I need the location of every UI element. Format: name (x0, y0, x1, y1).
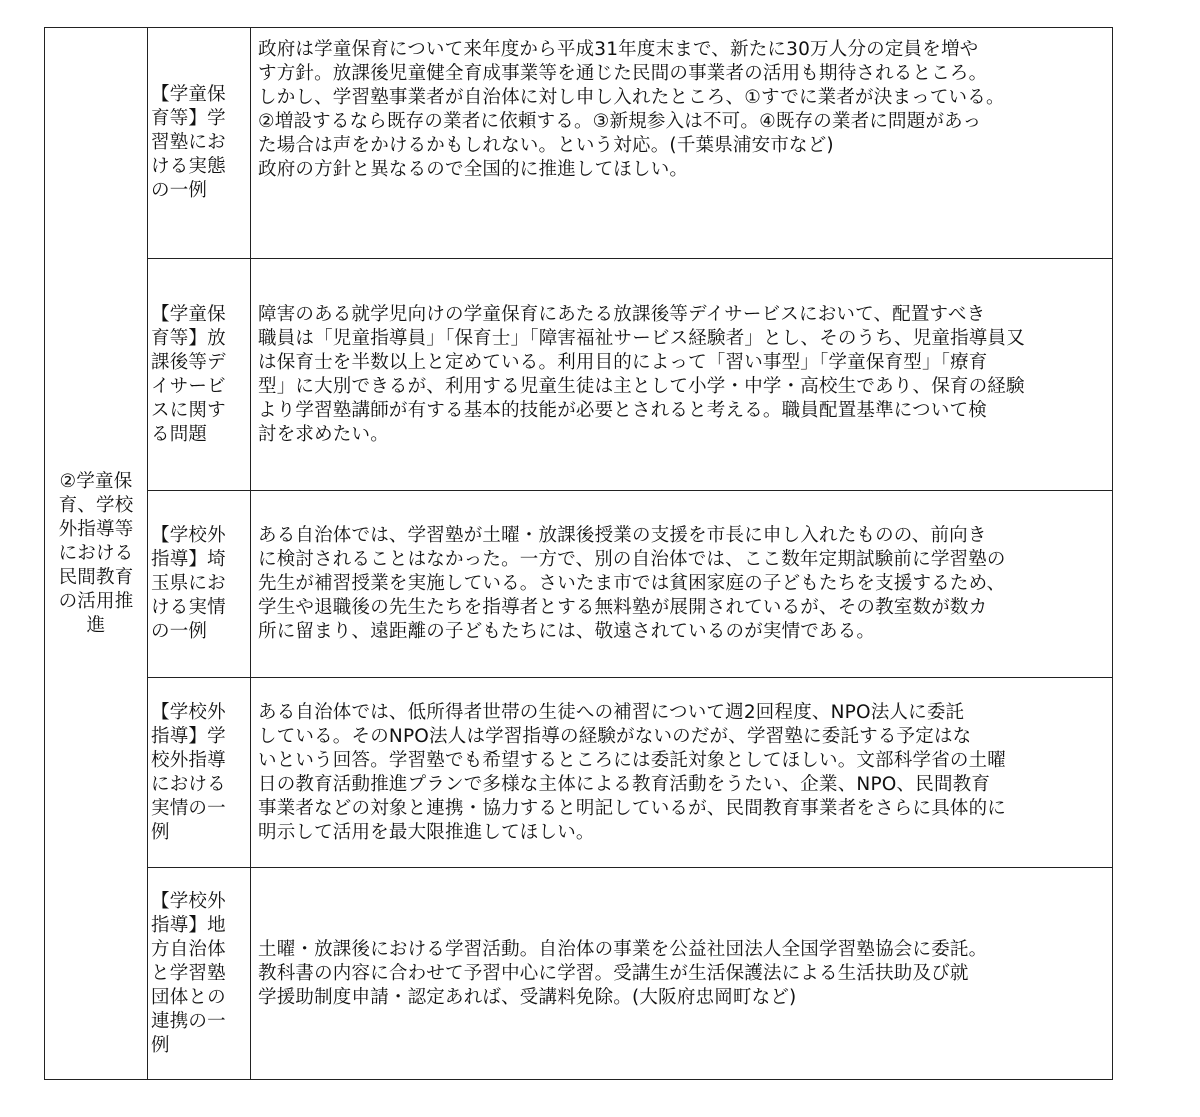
table-row (45, 868, 1113, 1080)
description-text: ある自治体では、学習塾が土曜・放課後授業の支援を市長に申し入れたものの、前向き に検討されることはなかった。一方で、別の自治体では、ここ数年定期試験前に学習塾の 先生が補習授業を実施している。さいたま市では貧困家庭の子どもたちを支援するため、 学生や退職後の先生たちを指導者とする無料塾が展開されているが、その教室数が数カ 所に留まり、遠距離の子どもたちには、敬遠されているのが実情である。 (258, 525, 1006, 642)
topic-label: 【学童保 育等】放 課後等デ イサービ スに関す る問題 (151, 303, 226, 445)
table-row (45, 28, 1113, 259)
topic-label: 【学校外 指導】地 方自治体 と学習塾 団体との 連携の一 例 (151, 890, 226, 1056)
description-text: ある自治体では、低所得者世帯の生徒への補習について週2回程度、NPO法人に委託 している。そのNPO法人は学習指導の経験がないのだが、学習塾に委託する予定はな いという回答。学習塾でも希望するところには委託対象としてほしい。文部科学省の土曜 日の教育活動推進プランで多様な主体による教育活動をうたい、企業、NPO、民間教育 事業者などの対象と連携・協力すると明記しているが、民間教育事業者をさらに具体的に 明示して活用を最大限推進してほしい。 (258, 701, 1007, 843)
document-table (44, 27, 1113, 1080)
description-cell (251, 259, 1113, 491)
description-text: 障害のある就学児向けの学童保育にあたる放課後等デイサービスにおいて、配置すべき 職員は「児童指導員」「保育士」「障害福祉サービス経験者」とし、そのうち、児童指導員又 は保育士を半数以上と定めている。利用目的によって「習い事型」「学童保育型」「療育 型」に大別できるが、利用する児童生徒は主として小学・中学・高校生であり、保育の経験 より学習塾講師が有する基本的技能が必要とされると考える。職員配置基準について検 討を求めたい。 (258, 303, 1025, 445)
table-row (45, 491, 1113, 678)
topic-cell (148, 678, 251, 868)
category-cell (45, 28, 148, 1080)
topic-cell (148, 491, 251, 678)
topic-label: 【学校外 指導】埼 玉県にお ける実情 の一例 (151, 525, 226, 642)
description-cell (251, 868, 1113, 1080)
description-text: 土曜・放課後における学習活動。自治体の事業を公益社団法人全国学習塾協会に委託。 教科書の内容に合わせて予習中心に学習。受講生が生活保護法による生活扶助及び就 学援助制度申請・認定あれば、受講料免除。(大阪府忠岡町など) (258, 938, 988, 1008)
description-cell (251, 28, 1113, 259)
description-text: 政府は学童保育について来年度から平成31年度末まで、新たに30万人分の定員を増や す方針。放課後児童健全育成事業等を通じた民間の事業者の活用も期待されるところ。 しかし、学習塾事業者が自治体に対し申し入れたところ、①すでに業者が決まっている。 ②増設するなら既存の業者に依頼する。③新規参入は不可。④既存の業者に問題があっ た場合は声をかけるかもしれない。という対応。(千葉県浦安市など) 政府の方針と異なるので全国的に推進してほしい。 (258, 39, 1005, 180)
topic-label: 【学童保 育等】学 習塾にお ける実態 の一例 (151, 84, 226, 201)
topic-cell (148, 28, 251, 259)
table-row (45, 678, 1113, 868)
description-cell (251, 678, 1113, 868)
category-label: ②学童保 育、学校 外指導等 における 民間教育 の活用推 進 (58, 470, 134, 636)
table-row (45, 259, 1113, 491)
topic-cell (148, 868, 251, 1080)
topic-label: 【学校外 指導】学 校外指導 における 実情の一 例 (151, 701, 226, 843)
topic-cell (148, 259, 251, 491)
description-cell (251, 491, 1113, 678)
